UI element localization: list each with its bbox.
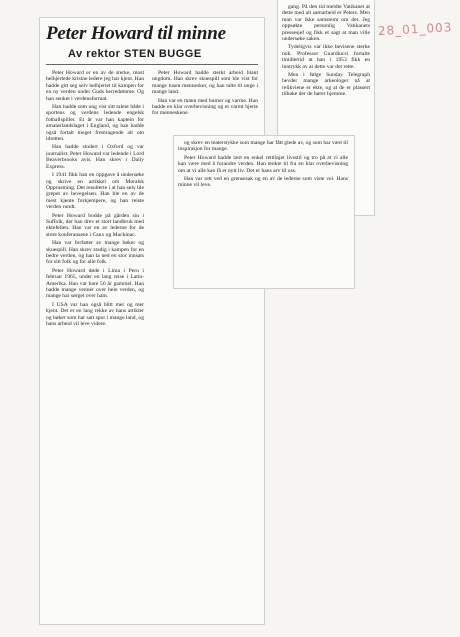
paragraph: Tydeligvis var ikke bevisene sterke nok. Professor Guardiucci fortalte imidlertid at han i 1953 fikk en inntrykk av at dette var det rette. (282, 44, 370, 70)
paragraph: Han var rett ved en grensesak og en av de lederne som viste vei. Hans minne vil leve. (178, 176, 348, 189)
paragraph: Han hadde som ung vist sitt talent både i sportens og verdens ledende engelsk fotballspiller. Et år var han kaptein for amatørlandslaget i England, og han hadde også fortalt meget fremragende alt om idretten. (46, 104, 144, 143)
paragraph: Peter Howard er en av de sterke, most helhjertede kristne ledere jeg har kjent. Han hadde gitt seg selv helhjertet til kampen for en ny verden under Guds herredømme. Og han senket i verdensformat. (46, 70, 144, 102)
article-byline: Av rektor STEN BUGGE (68, 48, 202, 60)
paragraph: og skrev en teaterstykke som mange har fått glede av, og som har vært til inspirasjon for mange. (178, 140, 348, 153)
newspaper-clipping-main (40, 18, 264, 624)
paragraph: Peter Howard bodde på gården sin i Suffolk, der han drev et stort landbruk med ektefellen. Han var en av lederne for de store konferansene i Caux og Mackinac. (46, 212, 144, 238)
paragraph: Han hadde studert i Oxford og var journalist. Peter Howard var ledende i Lord Beaverbrooks avis. Han skrev i Daily Express. (46, 144, 144, 170)
paragraph: Peter Howard hadde lært en enkel rettlinjet livsstil og tro på at vi alle kan være med å forandre verden. Han tenkte til fra en klar overbevisning om at vi alle kan få et nytt liv. Det er hans arv til oss. (178, 154, 348, 174)
title-rule (46, 64, 258, 65)
article-column-c (178, 140, 348, 284)
paragraph: I 1941 fikk han en oppgave å undersøke og skrive en artikkel om Moralsk Opprustning. Det resulterte i at han selv ble grepet av bevegelsen. Han ble en av de mest kjente forkjempere, og han reiste verden rundt. (46, 172, 144, 211)
article-column-a (46, 70, 144, 618)
paragraph: Peter Howard hadde sterkt arbeid blant ungdom. Han skrev skuespill som ble vist for mange tusen mennesker, og han talte til unge i mange land. (152, 70, 258, 96)
paragraph: Han var en mann med humor og varme. Han hadde en klar overbevisning og et varmt hjerte for menneskene. (152, 97, 258, 117)
handwritten-date: 28_01_003 (377, 20, 453, 39)
paragraph: I USA var han også blitt mer og mer kjent. Det er en lang rekke av hans artikler og bøker som har satt spor i mange land, og hans arbeid vil leve videre. (46, 301, 144, 328)
paragraph: gang. På den tid meldte Vatikanet at dette med alt samarbeid er Peters. Men man var ikke samstemt om det. Jeg oppsøkte personlig Vatikanets pressesjef og fikk et sagt at man ville undersøke saken. (282, 4, 370, 43)
article-title: Peter Howard til minne (46, 23, 226, 44)
paragraph: Peter Howard døde i Lima i Peru i februar 1965, under en lang reise i Latin-Amerika. Han var bare 56 år gammel. Han hadde mange venner over hele verden, og mange har sørget over ham. (46, 267, 144, 300)
paragraph: Han var forfatter av mange bøker og skuespill. Han skrev stadig i kampen for en bedre verden, og han la ned en stor innsats for sitt folk og for alle folk. (46, 240, 144, 266)
paragraph: Men i følge Sunday Telegraph hevder mange arkeologer nå at relikviene er ekte, og at de er plassert tilbake der de hører hjemme. (282, 72, 370, 98)
newspaper-clipping-continuation (174, 136, 354, 288)
